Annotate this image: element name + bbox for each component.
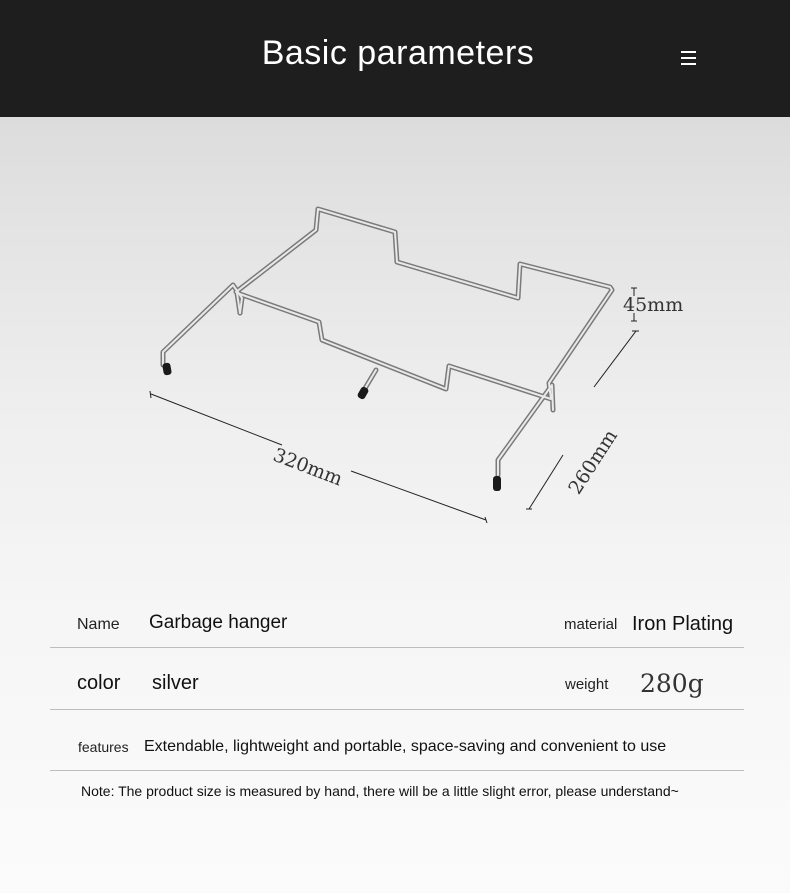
dimension-depth-label: 260mm [564, 425, 623, 499]
menu-icon-bar [681, 57, 696, 59]
wire-rack-illustration [0, 117, 790, 587]
color-label: color [77, 672, 121, 694]
row-divider [50, 709, 744, 710]
product-image [0, 117, 790, 587]
row-divider [50, 770, 744, 771]
color-value: silver [152, 672, 199, 694]
menu-icon-bar [681, 63, 696, 65]
menu-button[interactable] [676, 46, 702, 70]
weight-value: 280g [640, 669, 704, 698]
material-label: material [564, 616, 618, 633]
page-title: Basic parameters [261, 34, 535, 72]
row-divider [50, 647, 744, 648]
dimension-height-label: 45mm [623, 294, 684, 316]
weight-label: weight [565, 676, 609, 693]
name-label: Name [77, 616, 120, 633]
material-value: Iron Plating [632, 613, 734, 635]
features-label: features [78, 739, 129, 755]
features-value: Extendable, lightweight and portable, space-saving and convenient to use [144, 738, 667, 755]
dimension-width-label: 320mm [270, 444, 346, 491]
name-value: Garbage hanger [149, 612, 288, 633]
header-bar [0, 0, 790, 117]
measurement-note: Note: The product size is measured by hand, there will be a little slight error, please understand~ [81, 783, 679, 799]
menu-icon [681, 51, 696, 53]
